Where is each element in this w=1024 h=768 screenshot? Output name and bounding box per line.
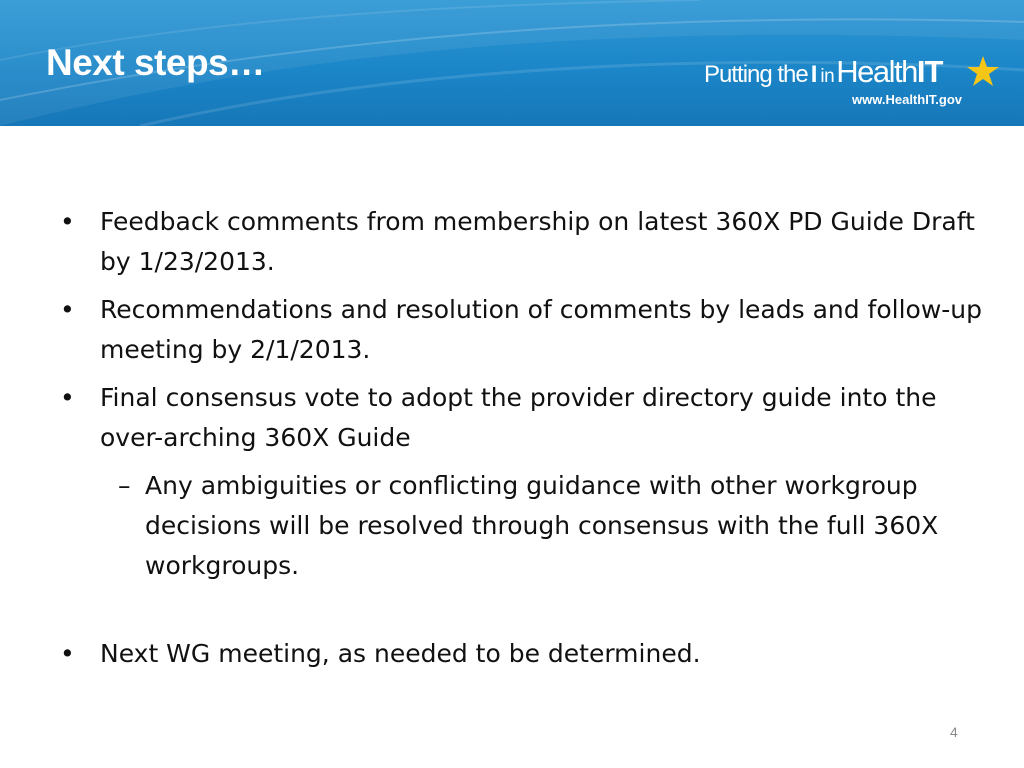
sub-list-item [60, 466, 990, 586]
logo-text-i: I [810, 61, 818, 88]
slide-title: Next steps… [46, 42, 265, 83]
bullet-marker: • [60, 639, 75, 668]
bullet-marker: • [60, 295, 75, 324]
logo-text-it: IT [916, 54, 943, 89]
healthit-logo [704, 54, 1004, 114]
list-item-text: Recommendations and resolution of comments by leads and follow-up meeting by 2/1/2013. [100, 295, 983, 364]
bullet-marker: • [60, 207, 75, 236]
page-number: 4 [950, 724, 958, 740]
list-item [60, 634, 990, 674]
list-item [60, 378, 990, 458]
logo-text-in: in [820, 66, 835, 87]
star-icon [966, 55, 1000, 89]
dash-marker: – [118, 471, 131, 500]
list-item-text: Feedback comments from membership on latest 360X PD Guide Draft by 1/23/2013. [100, 207, 975, 276]
list-item [60, 290, 990, 370]
logo-wordmark [704, 54, 942, 90]
sub-list-item-text: Any ambiguities or conflicting guidance with other workgroup decisions will be resolved through consensus with the full 360X workgroups. [145, 471, 939, 580]
logo-url: www.HealthIT.gov [852, 92, 963, 107]
logo-text-putting: Putting the [704, 61, 808, 88]
logo-text-health: Health [836, 54, 917, 89]
list-item [60, 202, 990, 282]
list-spacer [60, 594, 990, 634]
bullet-list [60, 202, 990, 682]
list-item-text: Next WG meeting, as needed to be determined. [100, 639, 701, 668]
list-item-text: Final consensus vote to adopt the provider directory guide into the over-arching 360X Guide [100, 383, 937, 452]
header-band [0, 0, 1024, 126]
bullet-marker: • [60, 383, 75, 412]
